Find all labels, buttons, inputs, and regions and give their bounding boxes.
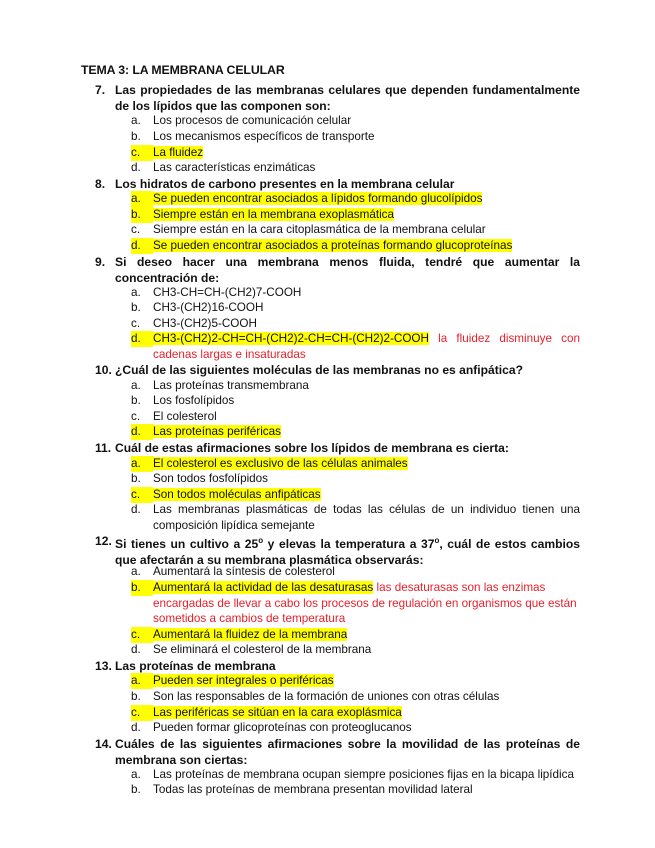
highlighted-answer: Son todos moléculas anfipáticas: [153, 488, 321, 501]
question-text: Cuál de estas afirmaciones sobre los lípidos de membrana es cierta:: [115, 441, 509, 455]
question-8: [95, 176, 580, 192]
option-13c-answer: c. Las periféricas se sitúan en la cara exoplásmica: [131, 706, 402, 719]
highlighted-answer: Las proteínas periféricas: [153, 425, 281, 438]
question-11: [95, 440, 580, 456]
question-text: ¿Cuál de las siguientes moléculas de las membranas no es anfipática?: [115, 363, 523, 377]
question-number: 10.: [95, 363, 112, 377]
option-10d-answer: d. Las proteínas periféricas: [131, 425, 281, 438]
highlighted-answer: Se pueden encontrar asociados a lípidos formando glucolípidos: [153, 192, 483, 205]
option-10a: a. Las proteínas transmembrana: [131, 379, 309, 392]
highlighted-answer: Pueden ser integrales o periféricas: [153, 674, 334, 687]
highlighted-answer: Aumentará la actividad de las desaturasas: [153, 581, 374, 594]
question-text: Las proteínas de membrana: [115, 659, 276, 673]
highlighted-answer: Aumentará la fluidez de la membrana: [153, 628, 348, 641]
question-9: [95, 254, 580, 286]
question-14: [95, 736, 580, 768]
question-number: 14.: [95, 737, 112, 751]
option-11b: b. Son todos fosfolípidos: [131, 472, 269, 485]
option-12d: d. Se eliminará el colesterol de la membrana: [131, 643, 372, 656]
highlighted-answer: Se pueden encontrar asociados a proteínas formando glucoproteínas: [153, 239, 513, 252]
option-13d: d. Pueden formar glicoproteínas con proteoglucanos: [131, 721, 412, 734]
option-13a-answer: a. Pueden ser integrales o periféricas: [131, 674, 334, 687]
highlighted-answer: Las periféricas se sitúan en la cara exoplásmica: [153, 706, 402, 719]
option-7a: a. Los procesos de comunicación celular: [131, 114, 352, 127]
highlighted-answer: La fluidez: [153, 146, 204, 159]
question-number: 7.: [95, 83, 106, 97]
option-9b: b. CH3-(CH2)16-COOH: [131, 301, 264, 314]
question-13: [95, 658, 580, 674]
option-12a: a. Aumentará la síntesis de colesterol: [131, 565, 335, 578]
option-8a-answer: a. Se pueden encontrar asociados a lípidos formando glucolípidos: [131, 192, 483, 205]
question-text: Las propiedades de las membranas celulares que dependen fundamentalmente de los lípidos que las componen son:: [115, 83, 580, 113]
option-10c: c. El colesterol: [131, 410, 217, 423]
option-13b: b. Son las responsables de la formación de uniones con otras células: [131, 690, 500, 703]
question-text: Cuáles de las siguientes afirmaciones sobre la movilidad de las proteínas de membrana son ciertas:: [115, 737, 580, 767]
annotation-note: las desaturasas son las enzimas encargadas de llevar a cabo los procesos de regulación en organismos que están sometidos a cambios de temperatura: [153, 581, 577, 626]
question-7: [95, 82, 580, 114]
option-9c: c. CH3-(CH2)5-COOH: [131, 317, 257, 330]
question-number: 12.: [95, 534, 112, 548]
option-10b: b. Los fosfolípidos: [131, 394, 235, 407]
option-8b-answer: b. Siempre están en la membrana exoplasmática: [131, 208, 395, 221]
option-9a: a. CH3-CH=CH-(CH2)7-COOH: [131, 286, 302, 299]
option-7c-answer: c. La fluidez: [131, 146, 204, 159]
option-14a: a. Las proteínas de membrana ocupan siempre posiciones fijas en la bicapa lipídica: [131, 768, 574, 781]
question-text: Si tienes un cultivo a 25$^o$ y elevas la temperatura a 37$^o$, cuál de estos cambios que afectarán a su membrana plasmática observarás:: [115, 536, 580, 568]
option-8c: c. Siempre están en la cara citoplasmática de la membrana celular: [131, 223, 486, 236]
question-12: [95, 533, 580, 568]
highlighted-answer: El colesterol es exclusivo de las células animales: [153, 457, 408, 470]
question-text: Si deseo hacer una membrana menos fluida, tendré que aumentar la concentración de:: [115, 255, 580, 285]
page-title: TEMA 3: LA MEMBRANA CELULAR: [81, 63, 285, 77]
option-12b-answer: b. Aumentará la actividad de las desaturasas las desaturasas son las enzimas encargadas de llevar a cabo los procesos de regulación en organismos que están sometidos a cambios de temperatura: [131, 581, 577, 626]
highlighted-answer: Siempre están en la membrana exoplasmática: [153, 208, 395, 221]
option-9d-answer: d. CH3-(CH2)2-CH=CH-(CH2)2-CH=CH-(CH2)2-COOH la fluidez disminuye con cadenas largas e insaturadas: [131, 332, 580, 361]
option-12c-answer: c. Aumentará la fluidez de la membrana: [131, 628, 348, 641]
question-number: 9.: [95, 255, 106, 269]
question-number: 11.: [95, 441, 112, 455]
question-number: 8.: [95, 177, 106, 191]
option-8d-answer: d. Se pueden encontrar asociados a proteínas formando glucoproteínas: [131, 239, 513, 252]
question-number: 13.: [95, 659, 112, 673]
option-14b: b. Todas las proteínas de membrana presentan movilidad lateral: [131, 783, 473, 796]
option-11d: d. Las membranas plasmáticas de todas las células de un individuo tienen una composición lipídica semejante: [131, 503, 580, 532]
option-7d: d. Las características enzimáticas: [131, 161, 316, 174]
option-11a-answer: a. El colesterol es exclusivo de las células animales: [131, 457, 408, 470]
question-10: [95, 362, 580, 378]
highlighted-answer: CH3-(CH2)2-CH=CH-(CH2)2-CH=CH-(CH2)2-COOH: [153, 332, 429, 345]
question-text: Los hidratos de carbono presentes en la membrana celular: [115, 177, 455, 191]
option-11c-answer: c. Son todos moléculas anfipáticas: [131, 488, 321, 501]
annotation-note: la fluidez disminuye con cadenas largas e insaturadas: [153, 332, 580, 361]
option-7b: b. Los mecanismos específicos de transporte: [131, 130, 375, 143]
